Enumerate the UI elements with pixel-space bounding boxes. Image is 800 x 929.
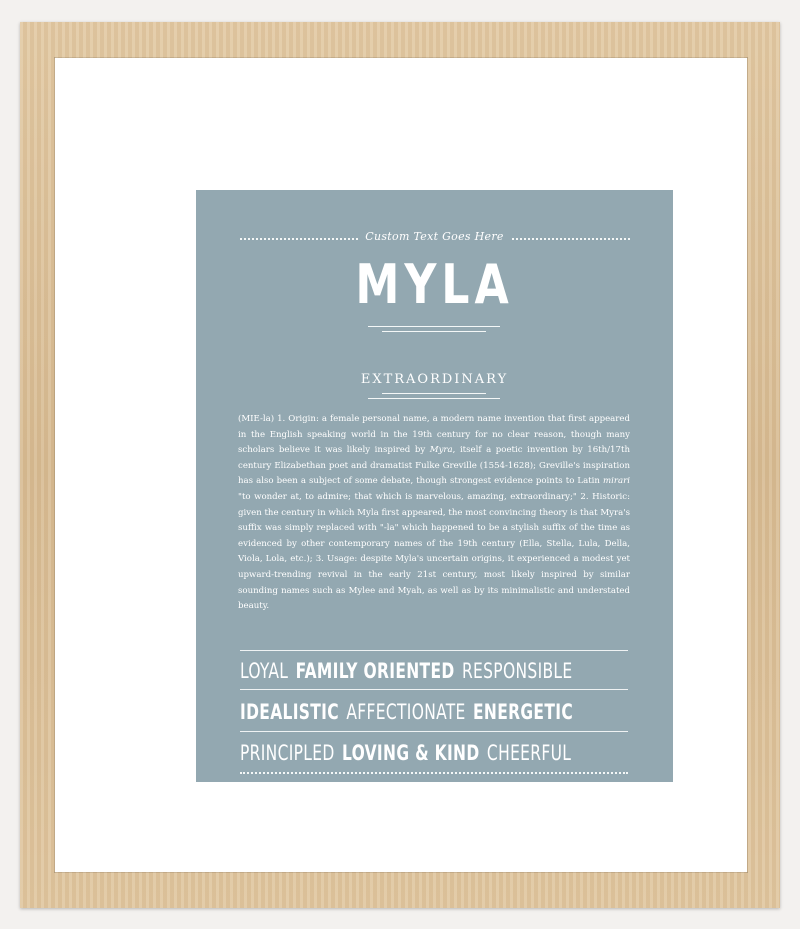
picture-frame (20, 22, 780, 908)
meaning-rule-2 (368, 398, 500, 399)
trait: AFFECTIONATE (346, 700, 466, 724)
traits-rule (240, 689, 628, 690)
traits-rule (240, 731, 628, 732)
name-title: MYLA (355, 253, 514, 316)
trait: LOYAL (240, 659, 289, 683)
name-definition: (MIE-la) 1. Origin: a female personal name, a modern name invention that first appeared in the English speaking world in the 19th century for no clear reason, though many scholars believe it was likely inspired by Myra, itself a poetic invention by 16th/17th century Elizabethan poet and dramatist Fulke Greville (1554-1628); Greville's inspiration has also been a subject of some debate, though strongest evidence points to Latin mirari "to wonder at, to admire; that which is marvelous, amazing, extraordinary;" 2. Historic: given the century in which Myla first appeared, the most convincing theory is that Myra's suffix was simply replaced with "-la" which happened to be a stylish suffix of the time as evidenced by other contemporary names of the 19th century (Ella, Stella, Lula, Della, Viola, Lola, etc.); 3. Usage: despite Myla's uncertain origins, it experienced a modest yet upward-trending revival in the early 21st century, most likely inspired by similar sounding names such as Mylee and Myah, as well as by its minimalistic and understated beauty. (238, 414, 630, 612)
custom-text: Custom Text Goes Here (365, 230, 504, 243)
name-art-print (196, 190, 673, 782)
trait-row-2 (240, 697, 628, 727)
traits-rule-top (240, 650, 628, 651)
trait: IDEALISTIC (240, 700, 339, 724)
trait: RESPONSIBLE (461, 659, 573, 683)
meaning-rule-1 (382, 393, 486, 394)
title-rule-1 (368, 326, 500, 327)
title-rule-2 (382, 331, 486, 332)
trait: CHEERFUL (486, 741, 572, 765)
dotted-rule-bottom (240, 772, 628, 774)
trait: LOVING & KIND (342, 741, 480, 765)
name-meaning: EXTRAORDINARY (360, 372, 509, 387)
frame-mat (55, 58, 747, 872)
trait: FAMILY ORIENTED (295, 659, 455, 683)
trait-row-3 (240, 738, 628, 768)
trait-row-1 (240, 656, 628, 686)
trait: PRINCIPLED (240, 741, 335, 765)
trait: ENERGETIC (473, 700, 574, 724)
